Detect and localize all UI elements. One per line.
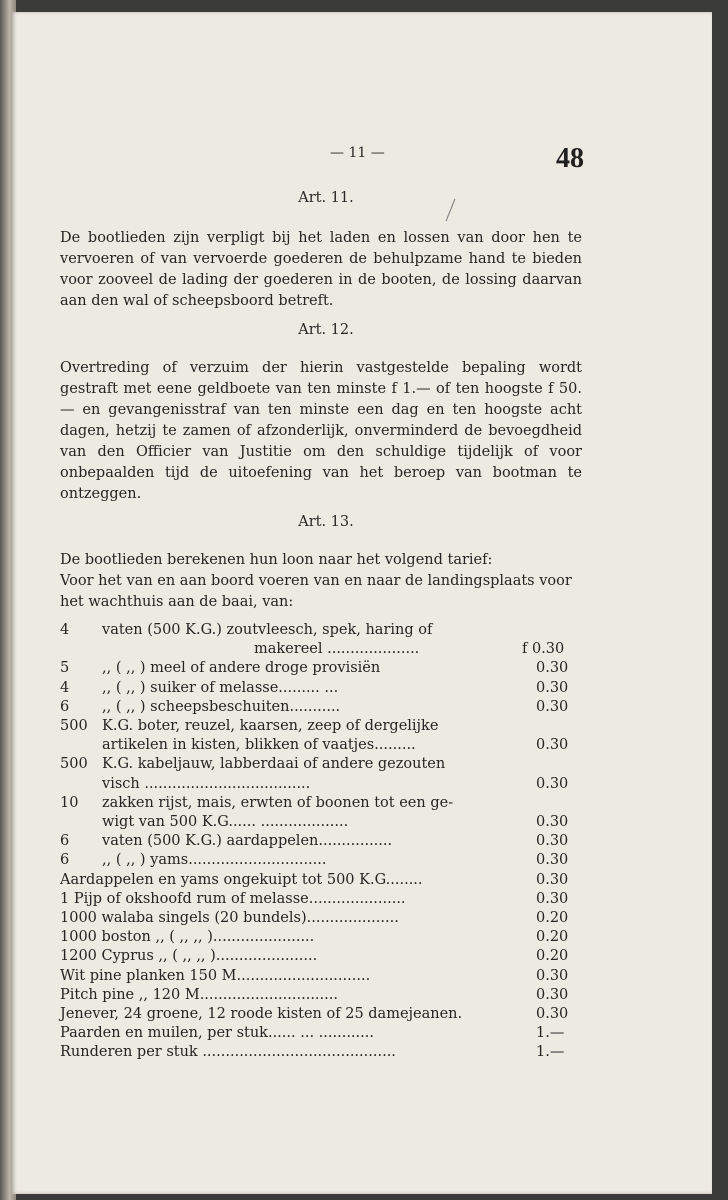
tariff-description: 1000 walaba singels (20 bundels).................... [60, 910, 399, 926]
tariff-quantity: 4 [60, 622, 70, 638]
tariff-row [60, 1006, 582, 1026]
tariff-row [60, 718, 582, 738]
tariff-price: 0.30 [536, 660, 569, 677]
tariff-description: 1200 Cyprus ,, ( ,, ,, )...................... [60, 948, 318, 965]
tariff-description: ,, ( ,, ) meel of andere droge provisiën [102, 660, 381, 677]
article-heading: Art. 12. [298, 322, 354, 338]
tariff-description: Jenever, 24 groene, 12 roode kisten of 25 damejeanen. [60, 1006, 463, 1022]
tariff-description: 1 Pijp of okshoofd rum of melasse..................... [60, 890, 406, 907]
tariff-description: K.G. boter, reuzel, kaarsen, zeep of dergelijke [102, 718, 439, 734]
tariff-price: 0.30 [536, 871, 569, 888]
tariff-row [60, 968, 582, 988]
tariff-description: zakken rijst, mais, erwten of boonen tot een ge- [102, 794, 454, 811]
tariff-row [60, 929, 582, 949]
tariff-row-continuation [60, 814, 582, 834]
tariff-description: ,, ( ,, ) yams.............................. [102, 852, 327, 869]
tariff-row [60, 872, 582, 892]
tariff-quantity: 5 [60, 660, 70, 677]
tariff-description: Runderen per stuk .......................................... [60, 1044, 396, 1061]
article-heading: Art. 11. [298, 190, 354, 206]
tariff-quantity: 4 [60, 679, 70, 696]
tariff-price: 1.— [536, 1025, 565, 1042]
tariff-quantity: 6 [60, 833, 70, 850]
document-page [12, 12, 712, 1194]
tariff-price: 1.— [536, 1044, 565, 1061]
tariff-price: 0.30 [536, 737, 569, 754]
tariff-description-continuation: wigt van 500 K.G...... ................... [102, 814, 349, 830]
tariff-description-continuation: visch .................................... [102, 775, 311, 792]
tariff-price: f 0.30 [522, 641, 565, 658]
tariff-description: K.G. kabeljauw, labberdaai of andere gezouten [102, 756, 446, 773]
tariff-row [60, 622, 582, 642]
leaf-number: 48 [556, 143, 584, 174]
tariff-price: 0.30 [536, 833, 569, 850]
tariff-description-continuation: makereel .................... [254, 641, 420, 658]
tariff-row [60, 795, 582, 815]
tariff-quantity: 10 [60, 794, 79, 811]
tariff-price: 0.20 [536, 948, 569, 965]
tariff-row-continuation [60, 776, 582, 796]
tariff-row [60, 660, 582, 680]
tariff-row-continuation [60, 641, 582, 661]
article-paragraph: Voor het van en aan boord voeren van en naar de landingsplaats voor het wachthuis aan de baai, van: [60, 573, 572, 610]
tariff-price: 0.30 [536, 679, 569, 696]
tariff-price: 0.30 [536, 814, 569, 830]
tariff-quantity: 6 [60, 852, 70, 869]
tariff-row-continuation [60, 737, 582, 757]
tariff-quantity: 6 [60, 698, 70, 715]
article-heading: Art. 13. [298, 514, 354, 530]
tariff-description: vaten (500 K.G.) aardappelen................ [102, 833, 393, 850]
article-paragraph: Overtreding of verzuim der hierin vastgestelde bepaling wordt gestraft met eene geldboete van ten minste f 1.— of ten hoogste f 50.— en gevangenisstraf van ten minste een dag en ten hoogste acht dagen, hetzij te zamen of afzonderlijk, onverminderd de bevoegdheid van den Officier van Justitie om den schuldige tijdelijk of voor onbepaalden tijd de uitoefening van het beroep van bootman te ontzeggen. [60, 360, 582, 502]
tariff-row [60, 756, 582, 776]
tariff-price: 0.30 [536, 852, 569, 869]
tariff-price: 0.30 [536, 775, 569, 792]
tariff-row [60, 1044, 582, 1064]
tariff-price: 0.30 [536, 698, 569, 715]
tariff-row [60, 910, 582, 930]
tariff-description: Paarden en muilen, per stuk...... ... ............ [60, 1025, 374, 1042]
tariff-price: 0.20 [536, 910, 569, 926]
tariff-row [60, 852, 582, 872]
tariff-description: ,, ( ,, ) suiker of melasse......... ... [102, 679, 339, 696]
tariff-row [60, 680, 582, 700]
tariff-price: 0.30 [536, 967, 569, 984]
tariff-quantity: 500 [60, 756, 88, 773]
page-number: — 11 — [330, 145, 385, 161]
tariff-row [60, 948, 582, 968]
tariff-description: vaten (500 K.G.) zoutvleesch, spek, haring of [102, 622, 433, 638]
tariff-description: Pitch pine ,, 120 M.............................. [60, 986, 338, 1003]
tariff-price: 0.30 [536, 890, 569, 907]
tariff-row [60, 891, 582, 911]
article-paragraph: De bootlieden berekenen hun loon naar het volgend tarief: [60, 552, 493, 568]
tariff-row [60, 699, 582, 719]
tariff-row [60, 833, 582, 853]
tariff-row [60, 1025, 582, 1045]
article-paragraph: De bootlieden zijn verpligt bij het laden en lossen van door hen te vervoeren of van vervoerde goederen de behulpzame hand te bieden voor zooveel de lading der goederen in de booten, de lossing daarvan aan den wal of scheepsboord betreft. [60, 230, 582, 309]
tariff-price: 0.30 [536, 986, 569, 1003]
tariff-price: 0.20 [536, 929, 569, 946]
tariff-price: 0.30 [536, 1006, 569, 1022]
tariff-description: 1000 boston ,, ( ,, ,, )...................... [60, 929, 315, 946]
tariff-quantity: 500 [60, 718, 88, 734]
tariff-description: Aardappelen en yams ongekuipt tot 500 K.G........ [60, 871, 423, 888]
tariff-row [60, 987, 582, 1007]
tariff-description: Wit pine planken 150 M............................. [60, 967, 371, 984]
tariff-description: ,, ( ,, ) scheepsbeschuiten........... [102, 698, 341, 715]
tariff-description-continuation: artikelen in kisten, blikken of vaatjes......... [102, 737, 416, 754]
